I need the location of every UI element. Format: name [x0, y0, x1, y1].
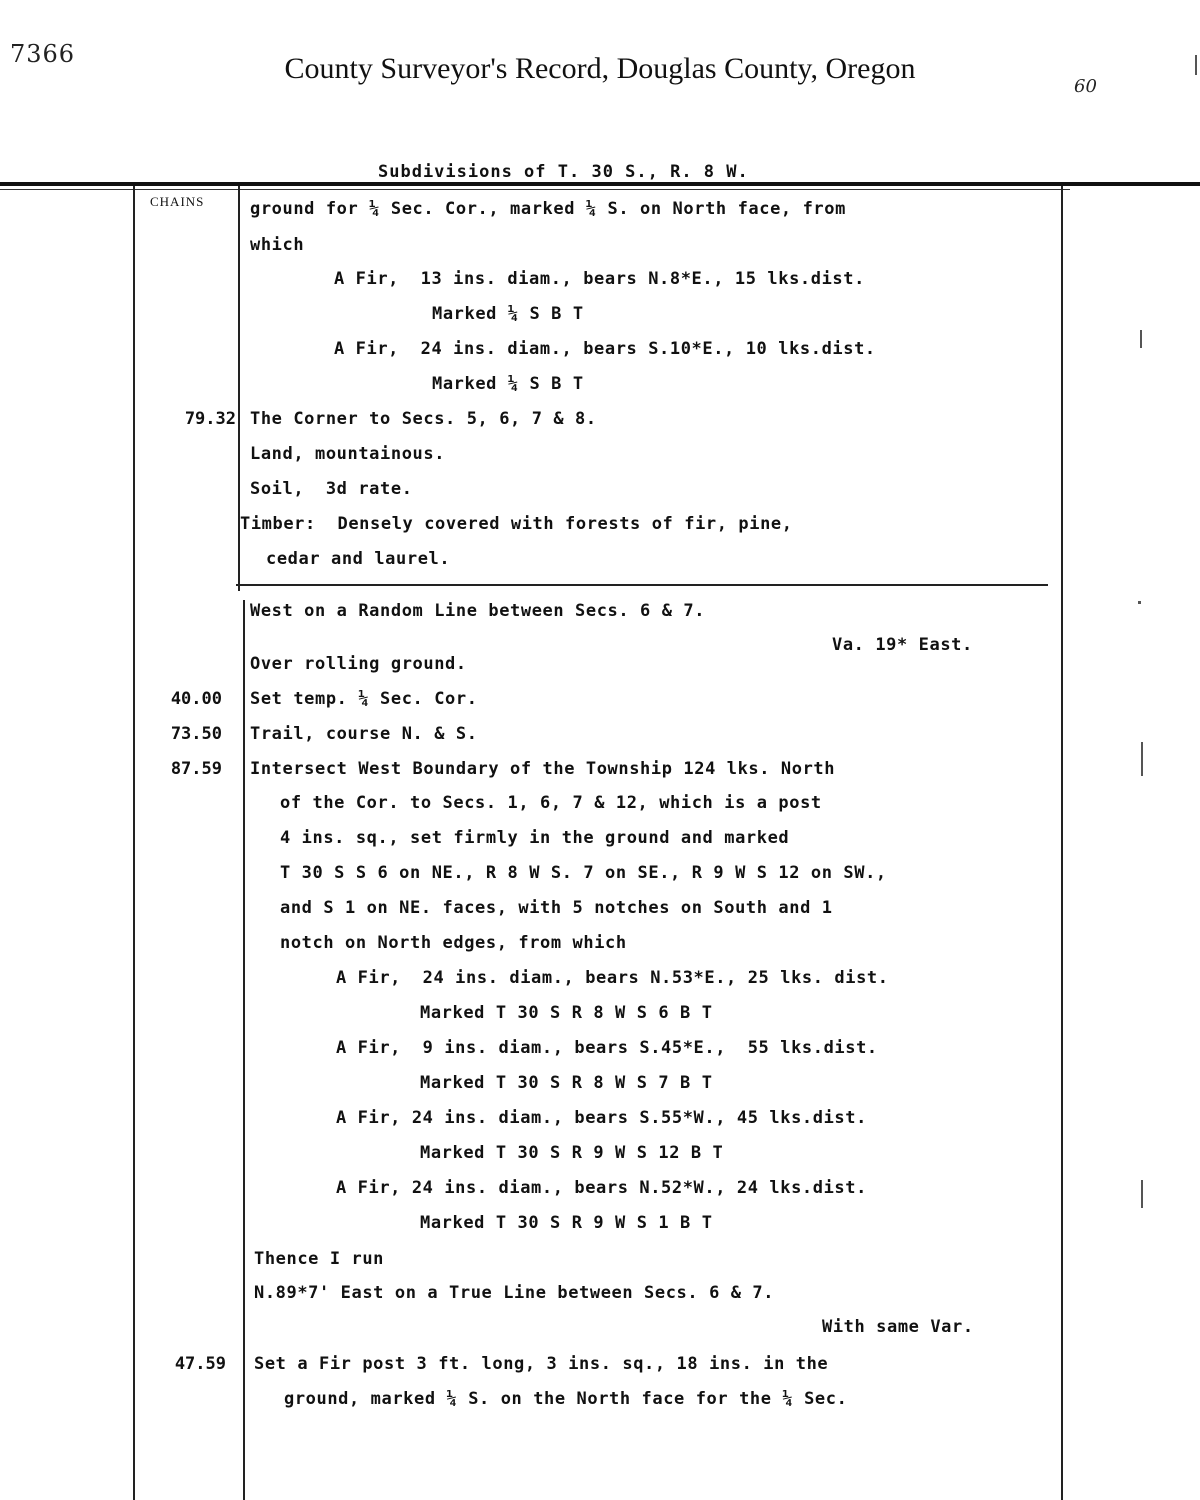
record-line: notch on North edges, from which [280, 933, 627, 953]
page-title: County Surveyor's Record, Douglas County, Oregon [284, 52, 916, 85]
record-line: Soil, 3d rate. [250, 479, 413, 499]
record-line: A Fir, 24 ins. diam., bears S.55*W., 45 lks.dist. [336, 1108, 867, 1128]
record-line: The Corner to Secs. 5, 6, 7 & 8. [250, 409, 597, 429]
record-line: A Fir, 24 ins. diam., bears N.53*E., 25 lks. dist. [336, 968, 889, 988]
scan-mark [1195, 55, 1197, 75]
record-line: Trail, course N. & S. [250, 724, 478, 744]
section-subtitle: Subdivisions of T. 30 S., R. 8 W. [378, 162, 749, 182]
record-line: Marked T 30 S R 9 W S 12 B T [420, 1143, 724, 1163]
record-line: Over rolling ground. [250, 654, 467, 674]
record-line: N.89*7' East on a True Line between Secs. 6 & 7. [254, 1283, 775, 1303]
record-line: Land, mountainous. [250, 444, 446, 464]
header-rule [0, 182, 1200, 186]
record-line: Thence I run [254, 1249, 385, 1269]
entry-separator-rule [236, 584, 1048, 586]
record-line: and S 1 on NE. faces, with 5 notches on South and 1 [280, 898, 833, 918]
record-line: Va. 19* East. [832, 635, 973, 655]
record-line: Marked T 30 S R 9 W S 1 B T [420, 1213, 713, 1233]
record-line: Marked T 30 S R 8 W S 7 B T [420, 1073, 713, 1093]
chain-value: 47.59 [174, 1354, 226, 1374]
record-line: Set temp. ¼ Sec. Cor. [250, 689, 478, 709]
record-line: Marked T 30 S R 8 W S 6 B T [420, 1003, 713, 1023]
record-line: A Fir, 9 ins. diam., bears S.45*E., 55 lks.dist. [336, 1038, 878, 1058]
left-margin-line [133, 186, 135, 1500]
header-rule-thin [0, 189, 1070, 190]
record-line: A Fir, 24 ins. diam., bears N.52*W., 24 lks.dist. [336, 1178, 867, 1198]
record-line: Timber: Densely covered with forests of fir, pine, [240, 514, 793, 534]
record-line: A Fir, 13 ins. diam., bears N.8*E., 15 lks.dist. [334, 269, 865, 289]
record-line: ground for ¼ Sec. Cor., marked ¼ S. on North face, from [250, 199, 846, 219]
right-border-line [1061, 186, 1063, 1500]
chain-value: 87.59 [170, 759, 222, 779]
scan-mark [1141, 1180, 1143, 1208]
record-line: A Fir, 24 ins. diam., bears S.10*E., 10 lks.dist. [334, 339, 876, 359]
record-line: ground, marked ¼ S. on the North face for the ¼ Sec. [284, 1389, 848, 1409]
chain-value: 73.50 [170, 724, 222, 744]
record-line: Intersect West Boundary of the Township 124 lks. North [250, 759, 836, 779]
record-line: of the Cor. to Secs. 1, 6, 7 & 12, which is a post [280, 793, 822, 813]
record-line: Marked ¼ S B T [432, 374, 584, 394]
record-line: which [250, 235, 305, 255]
scan-mark [1140, 330, 1142, 348]
record-line: West on a Random Line between Secs. 6 & 7. [250, 601, 706, 621]
chain-value: 40.00 [170, 689, 222, 709]
chains-column-header: CHAINS [150, 194, 205, 209]
page-number: 7366 [10, 40, 76, 68]
record-line: T 30 S S 6 on NE., R 8 W S. 7 on SE., R 9 W S 12 on SW., [280, 863, 887, 883]
chains-column-line-lower [243, 600, 245, 1500]
record-line: Marked ¼ S B T [432, 304, 584, 324]
scan-mark [1138, 601, 1141, 604]
record-line: 4 ins. sq., set firmly in the ground and marked [280, 828, 790, 848]
record-line: With same Var. [822, 1317, 974, 1337]
record-line: cedar and laurel. [266, 549, 451, 569]
scan-mark [1141, 742, 1143, 776]
handwritten-page-note: 60 [1074, 76, 1097, 97]
chain-value: 79.32 [184, 409, 236, 429]
record-line: Set a Fir post 3 ft. long, 3 ins. sq., 18 ins. in the [254, 1354, 829, 1374]
